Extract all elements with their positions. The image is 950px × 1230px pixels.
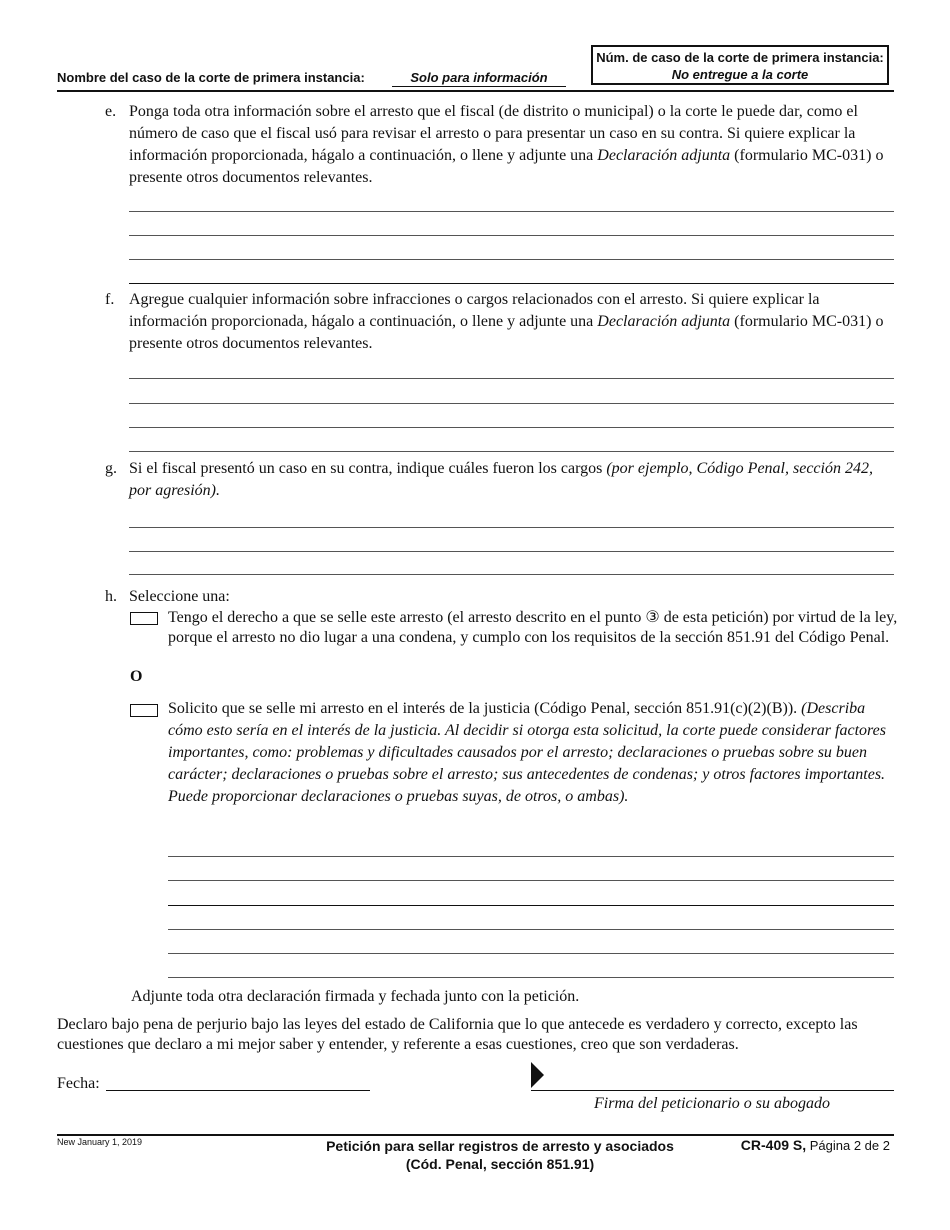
case-number-note: No entregue a la corte bbox=[671, 67, 809, 82]
form-revision-date: New January 1, 2019 bbox=[57, 1137, 143, 1147]
or-label: O bbox=[130, 668, 143, 685]
item-f-letter: f. bbox=[105, 291, 115, 308]
page-indicator bbox=[720, 1137, 890, 1153]
item-e-answer-line-2[interactable] bbox=[129, 235, 894, 236]
option-2-answer-line-6[interactable] bbox=[168, 977, 894, 978]
signature-field[interactable] bbox=[531, 1090, 894, 1091]
attach-note: Adjunte toda otra declaración firmada y fechada junto con la petición. bbox=[131, 988, 580, 1005]
item-g-answer-line-3[interactable] bbox=[129, 574, 894, 575]
item-f-answer-line-1[interactable] bbox=[129, 378, 894, 379]
item-f-answer-line-2[interactable] bbox=[129, 403, 894, 404]
item-e-answer-line-3[interactable] bbox=[129, 259, 894, 260]
form-title-line-2: (Cód. Penal, sección 851.91) bbox=[405, 1156, 595, 1172]
date-field[interactable] bbox=[106, 1090, 370, 1091]
page-number: Página 2 de 2 bbox=[806, 1138, 890, 1153]
option-2-answer-line-1[interactable] bbox=[168, 856, 894, 857]
case-number-box[interactable] bbox=[591, 45, 889, 85]
option-1-checkbox[interactable] bbox=[130, 612, 158, 625]
item-e-answer-line-1[interactable] bbox=[129, 211, 894, 212]
case-name-field[interactable]: Solo para información bbox=[392, 70, 566, 87]
footer-rule bbox=[57, 1134, 894, 1136]
signer-label: Firma del peticionario o su abogado bbox=[594, 1095, 830, 1112]
item-e-text: Ponga toda otra información sobre el arresto que el fiscal (de distrito o municipal) o la corte le puede dar, como el número de caso que el fiscal usó para revisar el arresto o para presentar un caso en su contra. Si quiere explicar la información proporcionada, hágalo a continuación, o llene y adjunte una Declaración adjunta (formulario MC-031) o presente otros documentos relevantes. bbox=[129, 103, 884, 186]
form-number: CR-409 S, bbox=[740, 1137, 807, 1153]
case-number-label: Núm. de caso de la corte de primera instancia: bbox=[596, 50, 884, 65]
item-e-letter: e. bbox=[105, 103, 117, 120]
option-2-answer-line-5[interactable] bbox=[168, 953, 894, 954]
option-2-answer-line-3[interactable] bbox=[168, 905, 894, 906]
item-h-heading: Seleccione una: bbox=[129, 588, 230, 605]
case-name-label: Nombre del caso de la corte de primera instancia: bbox=[57, 70, 365, 85]
option-1-text: Tengo el derecho a que se selle este arresto (el arresto descrito en el punto ③ de esta petición) por virtud de la ley, porque el arresto no dio lugar a una condena, y cumplo con los requisitos de la sección 851.91 del Código Penal. bbox=[168, 609, 898, 646]
form-title bbox=[295, 1137, 705, 1173]
option-2-checkbox[interactable] bbox=[130, 704, 158, 717]
option-2-answer-line-2[interactable] bbox=[168, 880, 894, 881]
form-title-line-1: Petición para sellar registros de arresto y asociados bbox=[326, 1138, 674, 1154]
item-e-answer-line-4[interactable] bbox=[129, 283, 894, 284]
option-2-text: Solicito que se selle mi arresto en el interés de la justicia (Código Penal, sección 851.91(c)(2)(B)). (Describa cómo esto sería en el interés de la justicia. Al decidir si otorga esta solicitud, la corte puede considerar factores importantes, como: problemas y dificultades causados por el arresto; declaraciones o pruebas sobre su buen carácter; declaraciones o pruebas sobre el arresto; sus antecedentes de condenas; y otros factores importantes. Puede proporcionar declaraciones o pruebas suyas, de otros, o ambas). bbox=[168, 700, 886, 805]
perjury-declaration: Declaro bajo pena de perjurio bajo las leyes del estado de California que lo que antecede es verdadero y correcto, excepto las cuestiones que declaro a mi mejor saber y entender, y referente a esas cuestiones, creo que son verdaderas. bbox=[57, 1016, 858, 1053]
item-g-answer-line-1[interactable] bbox=[129, 527, 894, 528]
option-2-answer-line-4[interactable] bbox=[168, 929, 894, 930]
signature-arrow-icon bbox=[531, 1062, 544, 1088]
item-f-answer-line-4[interactable] bbox=[129, 451, 894, 452]
item-g-letter: g. bbox=[105, 460, 117, 477]
item-f-text: Agregue cualquier información sobre infracciones o cargos relacionados con el arresto. Si quiere explicar la información proporcionada, hágalo a continuación, o llene y adjunte una Declaración adjunta (formulario MC-031) o presente otros documentos relevantes. bbox=[129, 291, 884, 352]
header-rule bbox=[57, 90, 894, 92]
item-g-answer-line-2[interactable] bbox=[129, 551, 894, 552]
item-g-text: Si el fiscal presentó un caso en su contra, indique cuáles fueron los cargos (por ejemplo, Código Penal, sección 242, por agresión). bbox=[129, 460, 873, 499]
item-f-answer-line-3[interactable] bbox=[129, 427, 894, 428]
item-h-letter: h. bbox=[105, 588, 117, 605]
date-label: Fecha: bbox=[57, 1075, 100, 1092]
